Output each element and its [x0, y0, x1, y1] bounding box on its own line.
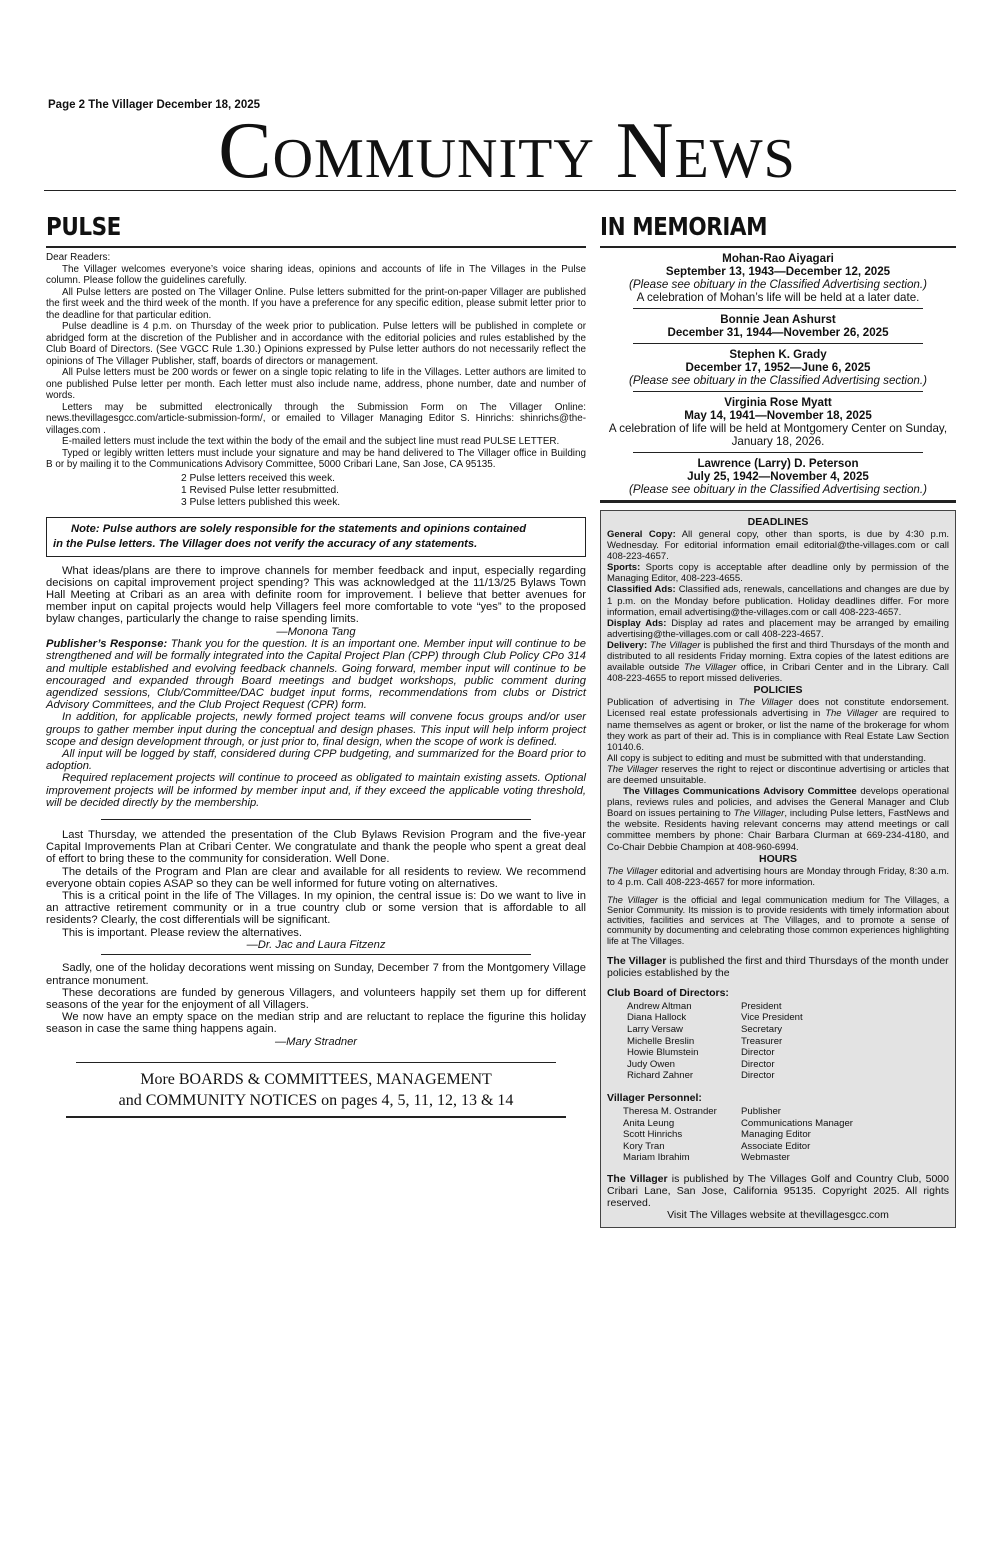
memoriam-entry — [600, 348, 956, 387]
letter-paragraph: These decorations are funded by generous Villagers, and volunteers happily set them up for different seasons of the year for the enjoyment of all Villagers. — [46, 986, 586, 1011]
guidelines-paragraph: Pulse deadline is 4 p.m. on Thursday of the week prior to publication. Pulse letters will be published in complete or abridged form at the discretion of the Publisher and in accordance with the editorial policies and rules established by the Club Board of Directors. (See VGCC Rule 1.30.) Opinions expressed by Pulse letter authors do not necessarily reflect the opinions of The Villager Publisher, staff, boards of directors or management. — [46, 321, 586, 367]
member-name: Richard Zahner — [627, 1070, 694, 1082]
pulse-heading-rule — [46, 246, 586, 248]
deadline-text: Sports copy is acceptable after deadline only by permission of the Managing Editor, 408-223-4655. — [607, 562, 950, 585]
guidelines-paragraph: The Villager welcomes everyone’s voice sharing ideas, opinions and accounts of life in The Villages in the Pulse column. Please follow the guidelines carefully. — [46, 263, 586, 286]
guidelines-paragraph: All Pulse letters must be 200 words or fewer on a single topic relating to life in the Villages. Letter authors are limited to one published Pulse letter per month. Each letter must also include name, address, phone number, date and number of words. — [46, 367, 586, 401]
deadline-label: Sports: — [607, 562, 641, 574]
staff-name: Scott Hinrichs — [623, 1129, 683, 1141]
memoriam-note: (Please see obituary in the Classified Advertising section.) — [629, 374, 927, 387]
villager-name: The Villager — [733, 808, 785, 820]
staff-name: Kory Tran — [623, 1140, 665, 1152]
disclaimer-line: in the Pulse letters. The Villager does not verify the accuracy of any statements. — [53, 537, 478, 550]
memoriam-name: Bonnie Jean Ashurst — [720, 313, 836, 326]
villager-info-box — [600, 510, 956, 1228]
staff-name: Mariam Ibrahim — [623, 1152, 690, 1164]
villager-name: The Villager — [684, 662, 737, 674]
memoriam-name: Lawrence (Larry) D. Peterson — [697, 457, 859, 470]
memoriam-name: Stephen K. Grady — [729, 348, 827, 361]
letter-paragraph: We now have an empty space on the median strip and are reluctant to replace the figurine this holiday season in case the same thing happens again. — [46, 1011, 586, 1036]
memoriam-separator — [633, 308, 923, 309]
member-name: Judy Owen — [627, 1058, 675, 1070]
villager-name: The Villager — [607, 894, 658, 905]
hours-detail: editorial and advertising hours are Monday through Friday, 8:30 a.m. to 4 p.m. Call 408-223-4657 for more information. — [607, 865, 949, 888]
staff-name: Theresa M. Ostrander — [623, 1105, 717, 1117]
personnel-heading: Villager Personnel: — [607, 1091, 702, 1104]
letter-signature: —Dr. Jac and Laura Fitzenz — [246, 938, 386, 951]
letter-monona-tang — [46, 565, 586, 639]
villager-name: The Villager — [607, 865, 658, 877]
personnel-row — [623, 1152, 853, 1164]
more-line: and COMMUNITY NOTICES on pages 4, 5, 11, 12, 13 & 14 — [118, 1092, 514, 1110]
letter-divider — [101, 819, 531, 820]
policy-text: reserves the right to reject or discontinue advertising or articles that are deemed unsuitable. — [607, 763, 950, 786]
staff-role: Publisher — [741, 1105, 781, 1117]
deadline-label: Classified Ads: — [607, 584, 676, 596]
pulse-column — [46, 210, 586, 1118]
more-line: More BOARDS & COMMITTEES, MANAGEMENT — [140, 1071, 492, 1089]
mission-statement — [607, 895, 949, 946]
memoriam-extra: A celebration of life will be held at Montgomery Center on Sunday, January 18, 2026. — [608, 422, 948, 448]
deadline-sports — [607, 562, 949, 584]
policy-committee: The Villages Communications Advisory Committee develops operational plans, reviews rules and policies, and advises the General Manager and Club Board on issues pertaining to The Villager, including Pulse letters, FastNews and the website. Residents having relevant concerns may attend meetings or call committee members by phone: Chair Barbara Clurman at 669-234-4180, and Co-Chair Debbie Champion at 408-960-6994. — [607, 786, 950, 853]
villager-name: The Villager — [649, 639, 701, 651]
villager-name: The Villager — [607, 954, 667, 967]
memoriam-heading-rule — [600, 246, 956, 248]
masthead-rule — [44, 190, 956, 191]
guidelines-paragraph: All Pulse letters are posted on The Villager Online. Pulse letters submitted for the print-on-paper Villager are published the first week and the third week of the month. If you have a preference for any specific edition, please submit letter prior to the deadline for that particular edition. — [46, 286, 586, 321]
letter-paragraph: This is a critical point in the life of The Villages. In my opinion, the central issue is: Do we want to live in an attractive retirement community or in a true country club or some version that is affordable to all residents? Clearly, the cost differentials will be significant. — [46, 889, 586, 927]
more-notices-text — [46, 1069, 586, 1111]
memoriam-note: (Please see obituary in the Classified Advertising section.) — [629, 278, 927, 291]
member-name: Diana Hallock — [627, 1012, 687, 1024]
publication-statement — [607, 955, 949, 979]
memoriam-entry — [600, 252, 956, 304]
deadline-text: All general copy, other than sports, is due by 4:30 p.m. Wednesday. For editorial information email editorial@the-villages.com or call 408-223-4657. — [607, 529, 949, 563]
memoriam-dates: July 25, 1942—November 4, 2025 — [687, 470, 869, 483]
response-paragraph: In addition, for applicable projects, newly formed project teams will convene focus groups and/or user groups to gather member input during the conceptual and design phases. This input will help inform project scope and design development through, or just prior to, final design, when the scope of work is defined. — [46, 711, 586, 748]
page-folio: Page 2 The Villager December 18, 2025 — [48, 99, 261, 111]
deadline-text: office, in Cribari Center and in the Library. Call 408-223-4655 to report missed deliveries. — [607, 662, 950, 685]
memoriam-dates: May 14, 1941—November 18, 2025 — [684, 409, 872, 422]
memoriam-dates: December 17, 1952—June 6, 2025 — [685, 361, 871, 374]
deadline-label: General Copy: — [607, 529, 676, 540]
personnel-row — [623, 1129, 853, 1141]
member-name: Michelle Breslin — [627, 1035, 695, 1047]
staff-name: Anita Leung — [623, 1117, 675, 1129]
letter-paragraph: The details of the Program and Plan are clear and available for all residents to review. We recommend everyone obtain copies ASAP so they can be well informed for future voting on alternatives. — [46, 865, 586, 890]
memoriam-entry — [600, 457, 956, 496]
board-row — [627, 1001, 803, 1013]
member-role: Director — [741, 1058, 775, 1070]
memoriam-dates: September 13, 1943—December 12, 2025 — [665, 265, 891, 278]
hours-heading: HOURS — [759, 852, 797, 865]
villager-name: The Villager — [738, 697, 793, 709]
memoriam-heading: IN MEMORIAM — [600, 212, 768, 241]
board-table — [627, 1001, 803, 1082]
villager-name: The Villager — [825, 708, 878, 720]
memoriam-end-rule — [600, 500, 956, 503]
pulse-heading: PULSE — [46, 212, 121, 241]
letter-paragraph: This is important. Please review the alternatives. — [62, 926, 303, 939]
board-row — [627, 1047, 803, 1059]
publisher-response — [46, 638, 586, 809]
response-paragraph: Required replacement projects will continue to proceed as obligated to maintain existing assets. Optional improvement projects will be informed by member input and, if they exceed the applicable voting threshold, will be decided directly by the membership. — [46, 772, 586, 809]
staff-role: Associate Editor — [741, 1140, 811, 1152]
personnel-table — [623, 1106, 853, 1164]
memoriam-column — [600, 210, 956, 1228]
count-resubmitted: 1 Revised Pulse letter resubmitted. — [181, 484, 339, 496]
villager-name: The Villager — [607, 1172, 668, 1185]
letter-signature: —Mary Stradner — [274, 1035, 358, 1048]
board-heading: Club Board of Directors: — [607, 986, 729, 999]
policy-text: develops operational plans, reviews rules and policies, and advises the General Manager and Club Board on issues pertaining to — [607, 786, 950, 820]
memoriam-note: (Please see obituary in the Classified Advertising section.) — [629, 483, 927, 496]
member-role: Secretary — [741, 1024, 783, 1036]
committee-name: The Villages Communications Advisory Committee — [623, 786, 857, 798]
mission-text: is the official and legal communication medium for The Villages, a Senior Community. Its mission is to provide residents with timely information about activities, facilities and services at The Villages, and to promote a sense of community by documenting and celebrating those common experiences highlighting life at The Villages. — [607, 894, 950, 946]
memoriam-separator — [633, 452, 923, 453]
villager-name: The Villager — [607, 763, 659, 775]
personnel-row — [623, 1106, 853, 1118]
board-row — [627, 1036, 803, 1048]
memoriam-name: Mohan-Rao Aiyagari — [722, 252, 834, 265]
policies-heading: POLICIES — [753, 684, 803, 697]
policy-text: Publication of advertising in — [607, 697, 733, 709]
count-received: 2 Pulse letters received this week. — [181, 472, 336, 484]
website-line: Visit The Villages website at thevillagesgcc.com — [667, 1208, 889, 1221]
member-name: Howie Blumstein — [627, 1047, 699, 1059]
personnel-row — [623, 1141, 853, 1153]
policy-text: does not constitute endorsement. Licensed real estate professionals advertising in — [607, 697, 949, 720]
memoriam-name: Virginia Rose Myatt — [724, 396, 832, 409]
more-bottom-rule — [66, 1116, 566, 1118]
disclaimer-line: Note: Pulse authors are solely responsible for the statements and opinions contained — [71, 522, 527, 535]
letter-counts — [181, 473, 586, 509]
policy-editing: All copy is subject to editing and must be submitted with that understanding. — [607, 752, 926, 764]
count-published: 3 Pulse letters published this week. — [181, 496, 341, 508]
memoriam-entry — [600, 313, 956, 339]
deadline-delivery — [607, 640, 949, 684]
personnel-row — [623, 1118, 853, 1130]
memoriam-separator — [633, 343, 923, 344]
deadline-label: Delivery: — [607, 639, 648, 651]
section-masthead: Community News — [218, 107, 796, 195]
deadline-general — [607, 529, 949, 562]
letter-stradner — [46, 962, 586, 1048]
more-top-rule — [76, 1062, 556, 1063]
staff-role: Communications Manager — [741, 1117, 853, 1129]
deadline-text: Classified ads, renewals, cancellations and changes are due by 1 p.m. on the Monday before publication. Holiday deadlines differ. For more information, email advertising@the-villages.com or call 408-223-4657. — [607, 584, 950, 618]
member-name: Andrew Altman — [627, 1000, 692, 1012]
letter-signature: —Monona Tang — [276, 625, 356, 638]
response-text: Thank you for the question. It is an important one. Member input will continue to be strengthened and will be formally integrated into the Capital Project Plan (CPP) through Club Policy CPo 314 and multiple established and evolving feedback channels. Going forward, member input will continue to be encouraged and expanded through Board meetings and budget workshops, public comment during agendized sessions, Club/Committee/DAC budget input forms, recommendations from clubs or District Advisory Committees, and the Club Project Request (CPR) form. — [46, 638, 587, 712]
memoriam-extra: A celebration of Mohan’s life will be held at a later date. — [636, 291, 920, 304]
deadline-text: Display ad rates and placement may be arranged by emailing advertising@the-villages.com or call 408-223-4657. — [607, 617, 950, 640]
member-role: Director — [741, 1047, 775, 1059]
policy-text: including Pulse letters, FastNews and the website. Residents having relevant concerns may attend meetings or call committee members by phone: Chair Barbara Clurman at 669-234-4180, and Co-Chair Debbie Champion at 408-960-6994. — [607, 808, 949, 853]
letter-text: What ideas/plans are there to improve channels for member feedback and input, especially regarding decisions on capital improvement project spending? This was acknowledged at the 11/13/25 Bylaws Town Hall Meeting at Cribari as an area with definite room for improvement. I believe that better avenues for member input on capital projects would help Villagers feel more comfortable to vote “yes” to the proposed bylaw changes, particularly the change to raise spending limits. — [46, 564, 586, 626]
response-label: Publisher’s Response: — [46, 638, 168, 651]
board-row — [627, 1059, 803, 1071]
deadline-display — [607, 618, 949, 640]
staff-role: Managing Editor — [741, 1129, 811, 1141]
staff-role: Webmaster — [741, 1152, 790, 1164]
response-paragraph: All input will be logged by staff, considered during CPP budgeting, and summarized for the Board prior to adoption. — [46, 747, 586, 773]
response-paragraph — [46, 638, 586, 711]
member-role: Director — [741, 1070, 775, 1082]
memoriam-entry — [600, 396, 956, 448]
memoriam-separator — [633, 391, 923, 392]
more-notices — [46, 1062, 586, 1118]
copyright-text: is published by The Villages Golf and Country Club, 5000 Cribari Lane, San Jose, California 95135. Copyright 2025. All rights reserved. — [607, 1172, 949, 1209]
policy-advertising — [607, 697, 949, 752]
deadline-text: is published the first and third Thursdays of the month and distributed to all residents Friday morning. Extra copies of the latest editions are available outside — [607, 639, 950, 674]
policy-reject — [607, 764, 949, 786]
board-row — [627, 1024, 803, 1036]
copyright-statement — [607, 1173, 949, 1209]
memoriam-dates: December 31, 1944—November 26, 2025 — [667, 326, 889, 339]
letter-fitzenz — [46, 829, 586, 951]
deadlines-heading: DEADLINES — [747, 516, 809, 528]
member-role: President — [741, 1000, 782, 1012]
guidelines-paragraph: Letters may be submitted electronically through the Submission Form on The Villager Online: news.thevillagesgcc.com/article-submission-form/, or emailed to Villager Managing Editor S. Hinrichs: shinrichs@the-villages.com . — [46, 401, 586, 436]
guidelines-salutation: Dear Readers: — [46, 252, 111, 263]
member-name: Larry Versaw — [627, 1024, 683, 1036]
disclaimer-box — [46, 517, 586, 557]
guidelines-paragraph: E-mailed letters must include the text within the body of the email and the subject line must read PULSE LETTER. — [62, 436, 560, 447]
policy-text: are required to name themselves as agent or broker, or list the name of the brokerage for whom they work as part of their ad. This is in compliance with Real Estate Law Section 10140.6. — [607, 708, 949, 753]
pulse-guidelines — [46, 252, 586, 471]
letter-paragraph: Last Thursday, we attended the presentation of the Club Bylaws Revision Program and the five-year Capital Improvements Plan at Cribari Center. We congratulate and thank the people who spent a great deal of effort to bring these to the community for consideration. Well Done. — [46, 828, 586, 866]
letter-divider — [101, 954, 531, 955]
board-row — [627, 1070, 803, 1082]
board-row — [627, 1012, 803, 1024]
hours-text — [607, 866, 949, 888]
guidelines-paragraph: Typed or legibly written letters must include your signature and may be hand delivered to The Villager office in Building B or by mailing it to the Communications Advisory Committee, 5000 Cribari Lane, San Jose, CA 95135. — [46, 447, 586, 470]
publication-text: is published the first and third Thursdays of the month under policies established by the — [607, 954, 949, 979]
letter-paragraph: Sadly, one of the holiday decorations went missing on Sunday, December 7 from the Montgomery Village entrance monument. — [46, 962, 586, 987]
member-role: Vice President — [741, 1012, 803, 1024]
deadline-label: Display Ads: — [607, 617, 667, 629]
member-role: Treasurer — [741, 1035, 783, 1047]
deadline-classified — [607, 584, 949, 617]
